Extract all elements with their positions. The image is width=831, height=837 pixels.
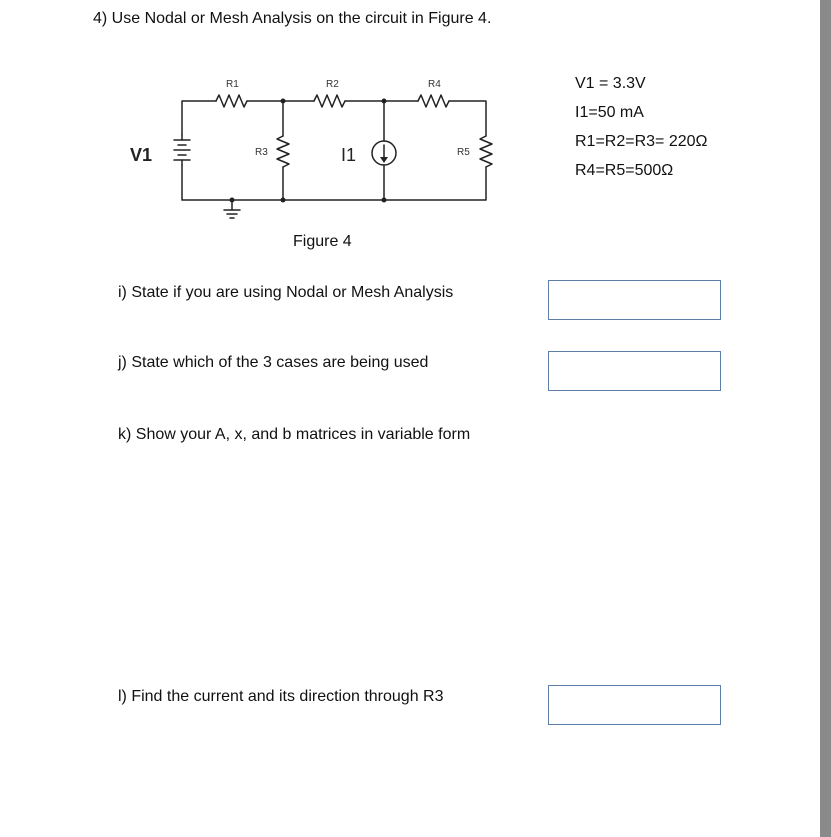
label-r5: R5 [457, 147, 470, 158]
junction-dot [281, 198, 286, 203]
resistor-r3 [277, 136, 289, 167]
label-r4: R4 [428, 79, 441, 90]
resistor-r4 [418, 95, 449, 107]
junction-dot [382, 198, 387, 203]
problem-heading: 4) Use Nodal or Mesh Analysis on the circuit in Figure 4. [93, 10, 492, 27]
given-v1: V1 = 3.3V [575, 75, 646, 92]
answer-box-i[interactable] [548, 280, 721, 320]
label-r3: R3 [255, 147, 268, 158]
junction-dot [382, 99, 387, 104]
label-v1: V1 [130, 145, 153, 165]
given-i1: I1=50 mA [575, 104, 644, 121]
given-r4-r5: R4=R5=500Ω [575, 162, 674, 179]
answer-box-j[interactable] [548, 351, 721, 391]
label-i1: I1 [341, 145, 357, 165]
question-l: l) Find the current and its direction through R3 [118, 688, 444, 705]
resistor-r5 [480, 136, 492, 167]
junction-dot [281, 99, 286, 104]
question-j: j) State which of the 3 cases are being used [118, 354, 429, 371]
resistor-r2 [314, 95, 345, 107]
junction-dot [230, 198, 235, 203]
circuit-diagram [0, 0, 560, 260]
question-i: i) State if you are using Nodal or Mesh Analysis [118, 284, 454, 301]
label-r2: R2 [326, 79, 339, 90]
wire-top-right [449, 101, 486, 136]
wire-top-left [182, 101, 216, 135]
answer-box-l[interactable] [548, 685, 721, 725]
page-edge-scroll-gutter [820, 0, 831, 837]
resistor-r1 [216, 95, 247, 107]
figure-caption: Figure 4 [293, 233, 352, 250]
wire-right-lower [182, 165, 486, 200]
current-arrow-head-icon [380, 157, 388, 163]
given-r1-r2-r3: R1=R2=R3= 220Ω [575, 133, 708, 150]
label-r1: R1 [226, 79, 239, 90]
question-k: k) Show your A, x, and b matrices in variable form [118, 426, 471, 443]
